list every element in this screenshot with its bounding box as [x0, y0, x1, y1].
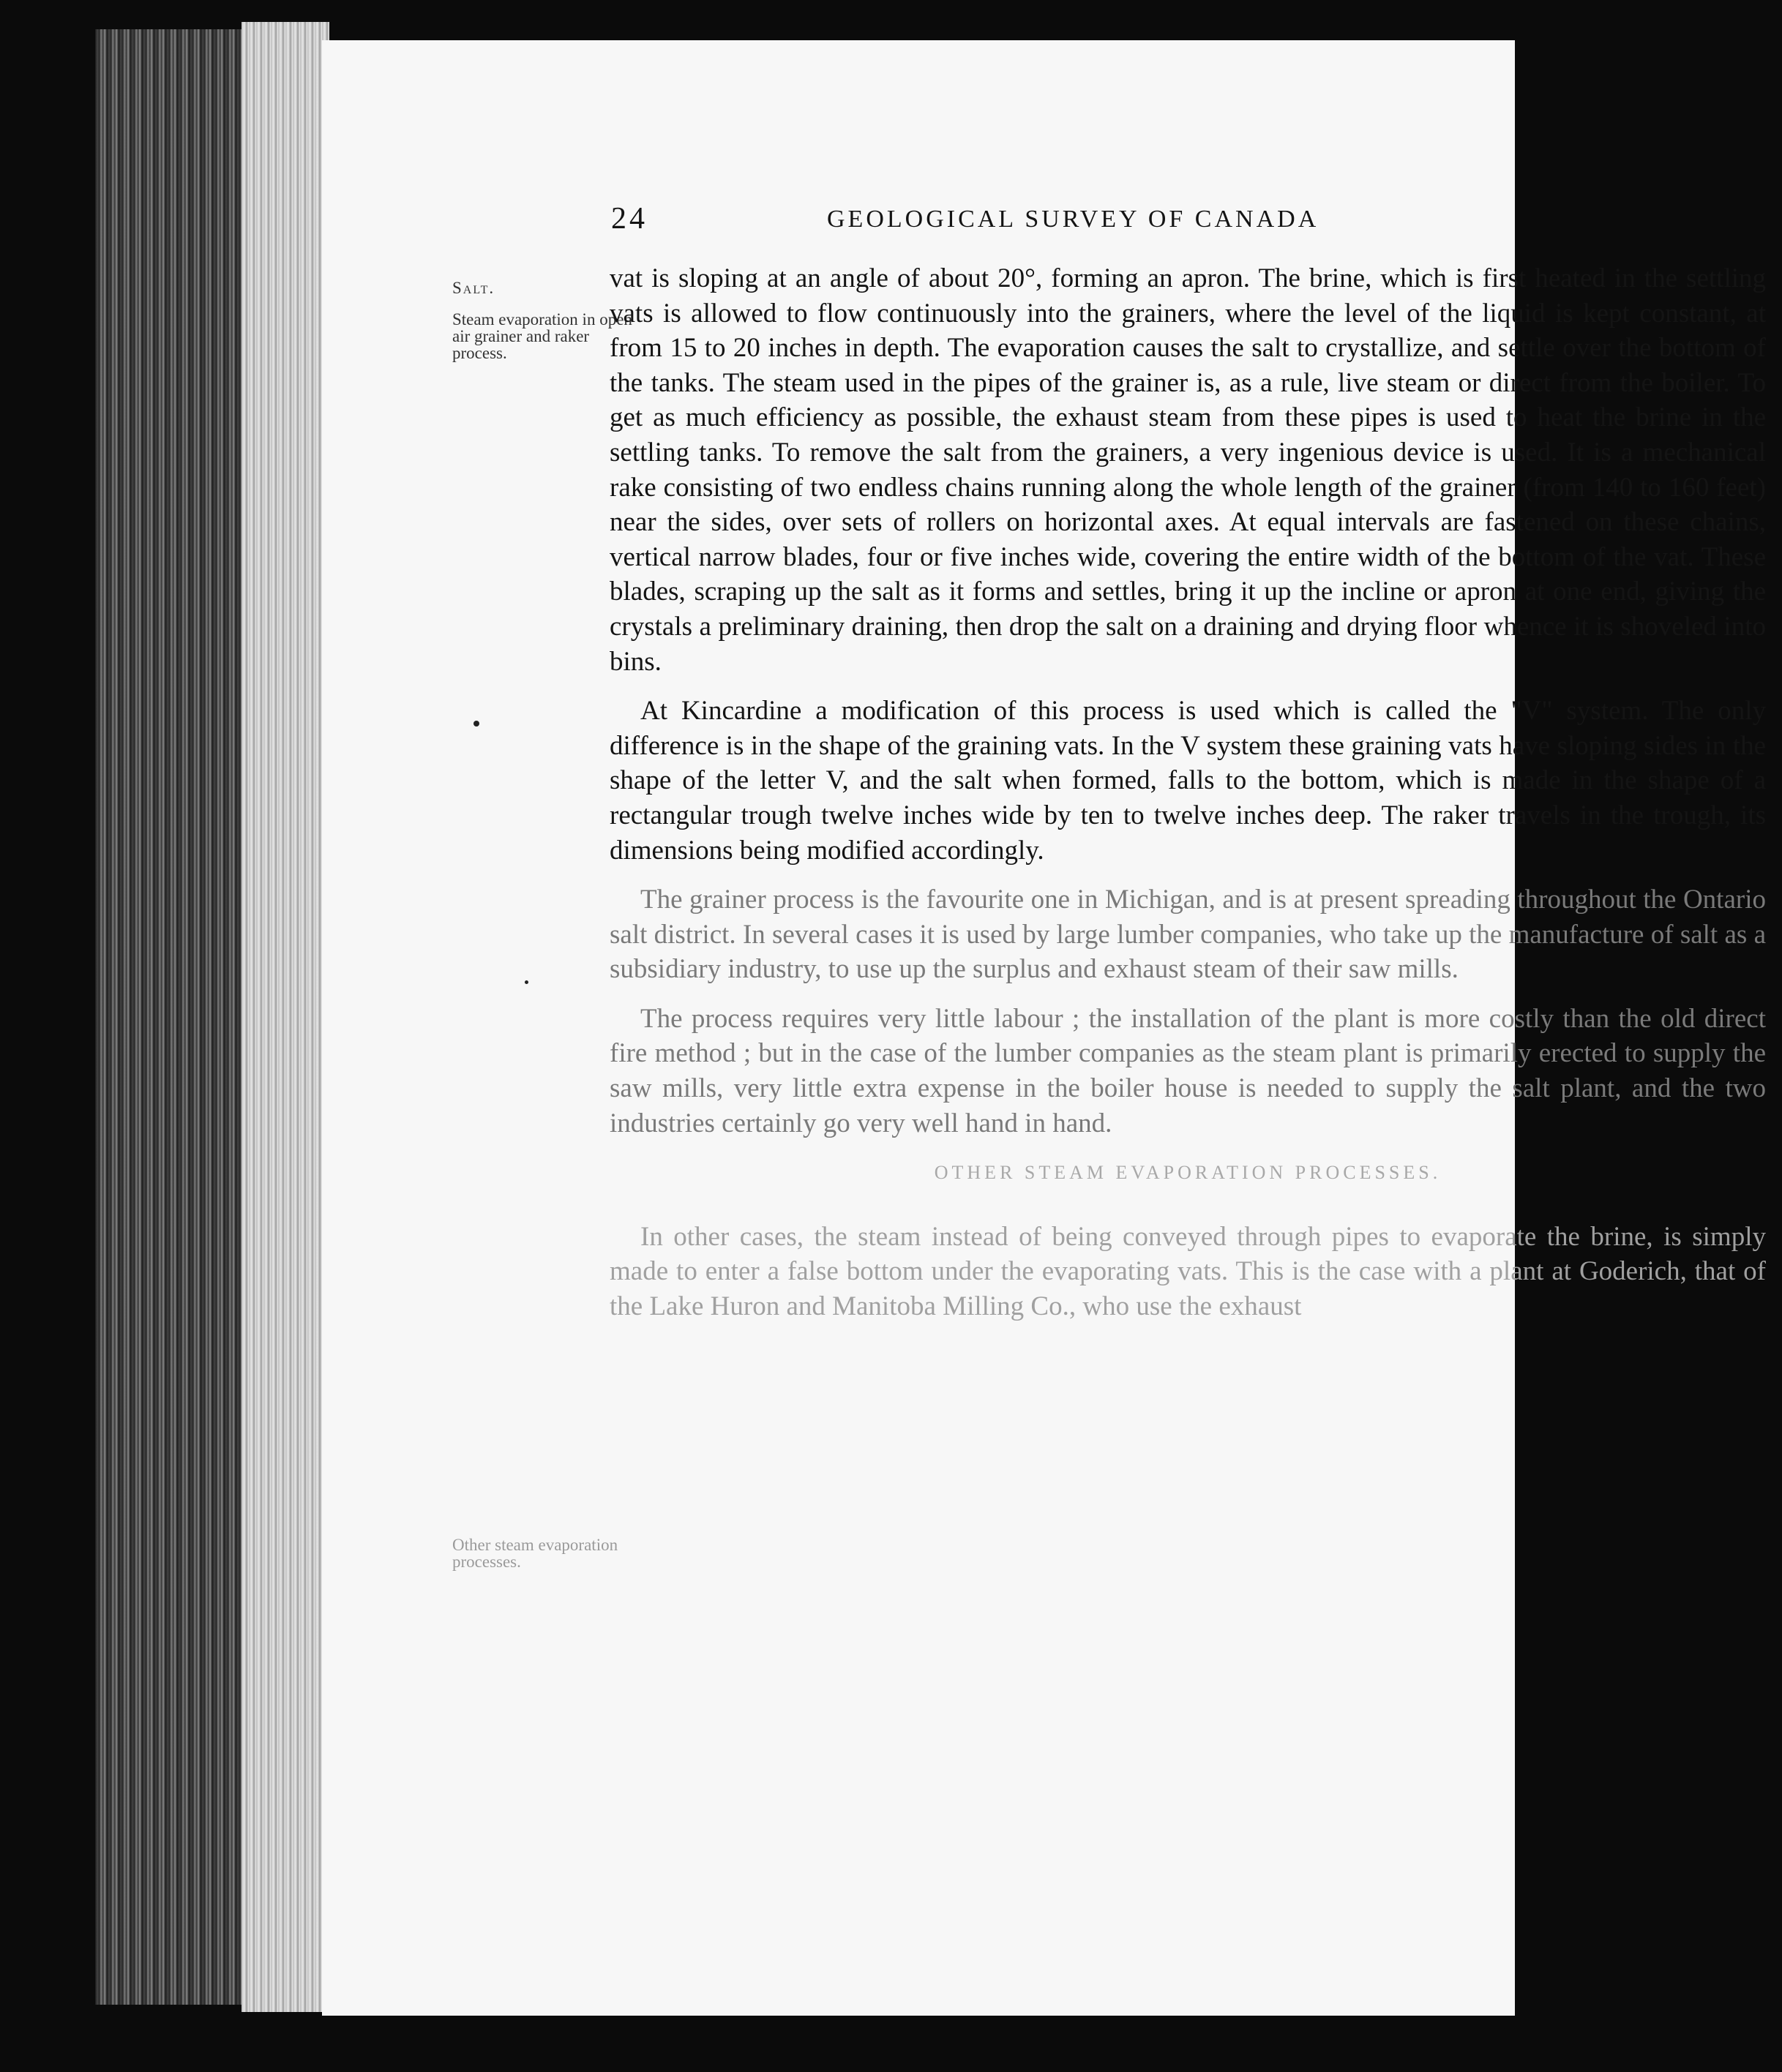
- paragraph-3: The grainer process is the favourite one in Michigan, and is at present spreading throughout the Ontario salt district. In several cases it is used by large lumber companies, who take up the manufacture of salt as a subsidiary industry, to use up the surplus and exhaust steam of their saw mills.: [610, 885, 1766, 985]
- scan-speck: [525, 980, 528, 984]
- body-text: [610, 261, 1766, 1339]
- scan-speck: [473, 721, 479, 727]
- section-subheading: OTHER STEAM EVAPORATION PROCESSES.: [934, 1162, 1442, 1184]
- margin-note-steam-evaporation: Steam evaporation in open air grainer and raker process.: [452, 310, 632, 362]
- margin-topic: Salt.: [452, 279, 495, 297]
- book-page-edges: [242, 22, 329, 2012]
- paragraph-4: The process requires very little labour ; the installation of the plant is more costly than the old direct fire method ; but in the case of the lumber companies as the steam plant is primarily erected to supply the saw mills, very little extra expense in the boiler house is needed to supply the salt plant, and the two industries certainly go very well hand in hand.: [610, 1003, 1766, 1138]
- margin-note-other: [452, 1536, 635, 1570]
- margin-note-other-processes: Other steam evaporation processes.: [452, 1536, 618, 1571]
- margin-note-salt: [452, 279, 635, 361]
- paragraph-2: At Kincardine a modification of this process is used which is called the "V" system. The only difference is in the shape of the graining vats. In the V system these graining vats have sloping sides in the shape of the letter V, and the salt when formed, falls to the bottom, which is made in the shape of a rectangular trough twelve inches wide by ten to twelve inches deep. The raker travels in the trough, its dimensions being modified accordingly.: [610, 696, 1766, 866]
- running-header: [611, 201, 1782, 245]
- page-number: 24: [611, 202, 648, 236]
- scanned-page: [322, 40, 1766, 2016]
- paragraph-5: In other cases, the steam instead of being conveyed through pipes to evaporate the brine, is simply made to enter a false bottom under the evaporating vats. This is the case with a plant at Goderich, that of the Lake Huron and Manitoba Milling Co., who use the exhaust: [610, 1221, 1766, 1322]
- running-title: GEOLOGICAL SURVEY OF CANADA: [827, 206, 1319, 233]
- paragraph-1: vat is sloping at an angle of about 20°, forming an apron. The brine, which is first heated in the settling vats is allowed to flow continuously into the grainers, where the level of the liquid is kept constant, at from 15 to 20 inches in depth. The evaporation causes the salt to crystallize, and settle over the bottom of the tanks. The steam used in the pipes of the grainer is, as a rule, live steam or direct from the boiler. To get as much efficiency as possible, the exhaust steam from these pipes is used to heat the brine in the settling tanks. To remove the salt from the grainers, a very ingenious device is used. It is a mechanical rake consisting of two endless chains running along the whole length of the grainer (from 140 to 160 feet) near the sides, over sets of rollers on horizontal axes. At equal intervals are fastened on these chains, vertical narrow blades, four or five inches wide, covering the entire width of the bottom of the vat. These blades, scraping up the salt as it forms and settles, bring it up the incline or apron at one end, giving the crystals a preliminary draining, then drop the salt on a draining and drying floor whence it is shoveled into bins.: [610, 263, 1766, 677]
